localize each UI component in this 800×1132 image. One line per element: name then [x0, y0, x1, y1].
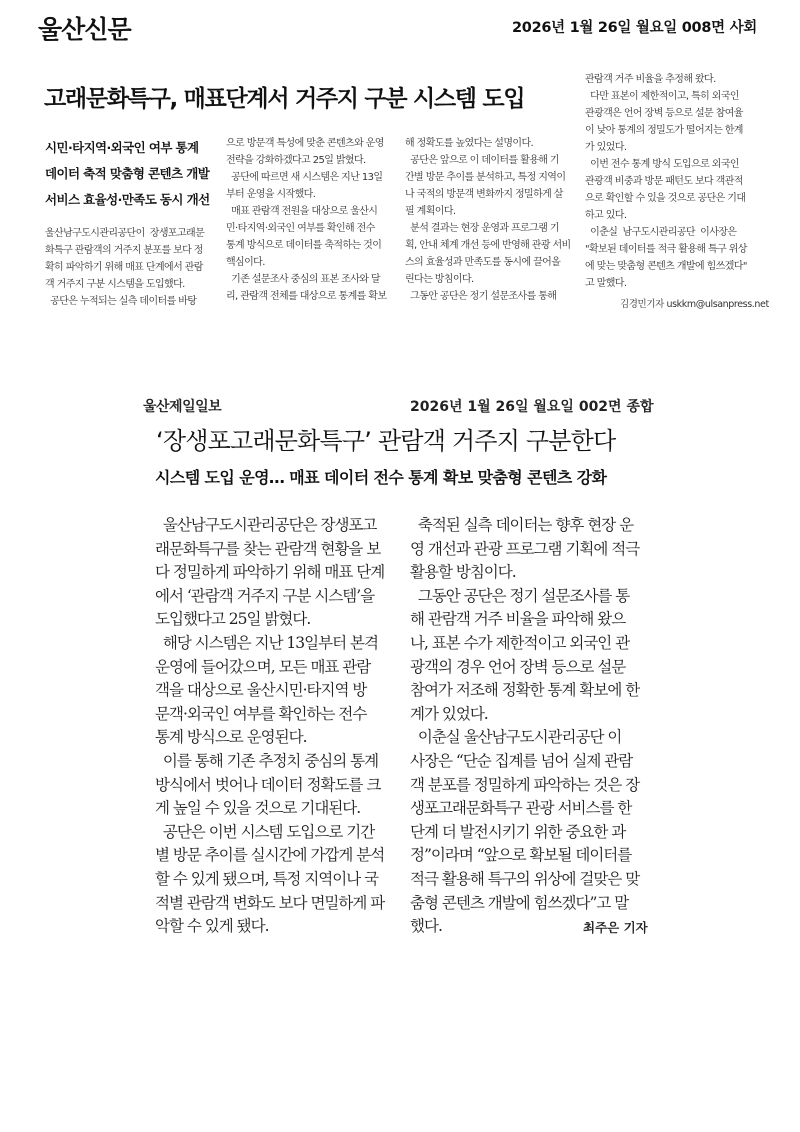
body-line: 으로 확인할 수 있을 것으로 공단은 기대 [585, 193, 746, 204]
body-line: 이번 전수 통계 방식 도입으로 외국인 [585, 159, 739, 170]
body-line: 나 국적의 방문객 변화까지 정밀하게 살 [405, 189, 563, 200]
body-line: 공단은 누적되는 실측 데이터를 바탕 [45, 296, 197, 307]
body-line: 부터 운영을 시작했다. [226, 189, 316, 200]
body-line: 필 계획이다. [405, 206, 456, 217]
dateline: 2026년 1월 26일 월요일 002면 종합 [410, 399, 654, 415]
subheadline: 데이터 축적 맞춤형 콘텐츠 개발 [45, 166, 210, 181]
body-line: "확보된 데이터를 적극 활용해 특구 위상 [585, 244, 747, 255]
body-line: 계가 있었다. [410, 704, 488, 723]
body-column-1 [155, 514, 400, 939]
subheadline: 시스템 도입 운영… 매표 데이터 전수 통계 확보 맞춤형 콘텐츠 강화 [155, 468, 607, 487]
body-line: 문객·외국인 여부를 확인하는 전수 [155, 704, 367, 723]
byline: 김경민기자 uskkm@ulsanpress.net [620, 299, 769, 310]
body-line: 해 정확도를 높였다는 설명이다. [405, 138, 534, 149]
body-line: 관광객은 언어 장벽 등으로 설문 참여율 [585, 108, 743, 119]
subheadline: 시민·타지역·외국인 여부 통계 [45, 140, 199, 155]
body-line: 했다. [410, 917, 442, 936]
body-line: 광객의 경우 언어 장벽 등으로 설문 [410, 657, 626, 676]
body-line: 정”이라며 “앞으로 확보될 데이터를 [410, 846, 632, 865]
headline: ‘장생포고래문화특구’ 관람객 거주지 구분한다 [156, 427, 616, 455]
headline: 고래문화특구, 매표단계서 거주지 구분 시스템 도입 [44, 86, 525, 112]
body-line: 스의 효율성과 만족도를 동시에 끌어올 [405, 257, 561, 268]
body-line: 나, 표본 수가 제한적이고 외국인 관 [410, 633, 630, 652]
body-line: 축적된 실측 데이터는 향후 현장 운 [410, 516, 634, 534]
body-line: 울산남구도시관리공단은 장생포고 [155, 516, 377, 534]
body-line: 도입했다고 25일 밝혔다. [155, 610, 311, 629]
body-line: 린다는 방침이다. [405, 274, 474, 285]
body-line: 춤형 콘텐츠 개발에 힘쓰겠다”고 말 [410, 893, 629, 912]
body-line: 관람객 거주 비율을 추정해 왔다. [585, 74, 716, 85]
byline: 최주은 기자 [583, 920, 648, 935]
body-line: 그동안 공단은 정기 설문조사를 통해 [405, 291, 557, 302]
body-line: 이 낮아 통계의 정밀도가 떨어지는 한계 [585, 125, 743, 136]
body-line: 참여가 저조해 정확한 통계 확보에 한 [410, 681, 640, 700]
body-line: 다 정밀하게 파악하기 위해 매표 단계 [155, 563, 385, 582]
body-line: 사장은 “단순 집계를 넘어 실제 관람 [410, 751, 633, 770]
body-line: 민·타지역·외국인 여부를 확인해 전수 [226, 223, 375, 234]
body-column-2 [410, 514, 655, 939]
body-column-1 [45, 225, 217, 310]
dateline: 2026년 1월 26일 월요일 008면 사회 [512, 20, 757, 36]
body-column-4 [585, 71, 760, 292]
body-line: 통계 방식으로 데이터를 축적하는 것이 [226, 240, 382, 251]
body-line: 방식에서 벗어나 데이터 정확도를 크 [155, 775, 381, 794]
body-line: 획, 안내 체계 개선 등에 반영해 관광 서비 [405, 240, 571, 251]
body-line: 다만 표본이 제한적이고, 특히 외국인 [585, 91, 739, 102]
body-line: 에 맞는 맞춤형 콘텐츠 개발에 힘쓰겠다" [585, 261, 747, 272]
body-line: 할 수 있게 됐으며, 특정 지역이나 국 [155, 869, 379, 888]
body-line: 이를 통해 기존 추정치 중심의 통계 [155, 751, 379, 770]
body-line: 전략을 강화하겠다고 25일 밝혔다. [226, 155, 366, 166]
body-line: 생포고래문화특구 관광 서비스를 한 [410, 799, 632, 818]
body-line: 화특구 관람객의 거주지 분포를 보다 정 [45, 245, 203, 256]
body-line: 매표 관람객 전원을 대상으로 울산시 [226, 206, 378, 217]
body-line: 해당 시스템은 지난 13일부터 본격 [155, 633, 378, 652]
body-line: 활용할 방침이다. [410, 563, 516, 582]
body-line: 악할 수 있게 됐다. [155, 917, 269, 936]
body-line: 통계 방식으로 운영된다. [155, 728, 307, 747]
body-line: 고 말했다. [585, 278, 627, 289]
body-line: 단계 더 발전시키기 위한 중요한 과 [410, 822, 626, 841]
body-line: 적별 관람객 변화도 보다 면밀하게 파 [155, 893, 385, 912]
newspaper-name: 울산신문 [38, 15, 131, 44]
body-line: 해 관람객 거주 비율을 파악해 왔으 [410, 610, 626, 629]
body-line: 별 방문 추이를 실시간에 가깝게 분석 [155, 846, 385, 865]
body-column-2 [226, 135, 398, 305]
body-line: 울산남구도시관리공단이 장생포고래문 [45, 228, 205, 239]
body-column-3 [405, 135, 577, 305]
body-line: 에서 ‘관람객 거주지 구분 시스템’을 [155, 586, 375, 605]
body-line: 가 있었다. [585, 142, 627, 153]
body-line: 영 개선과 관광 프로그램 기획에 적극 [410, 539, 640, 558]
body-line: 공단은 이번 시스템 도입으로 기간 [155, 822, 375, 841]
subheadline: 서비스 효율성·만족도 동시 개선 [45, 192, 210, 207]
body-line: 이춘실 울산남구도시관리공단 이 [410, 728, 622, 747]
body-line: 분석 결과는 현장 운영과 프로그램 기 [405, 223, 559, 234]
body-line: 핵심이다. [226, 257, 265, 268]
body-line: 객을 대상으로 울산시민·타지역 방 [155, 681, 367, 700]
body-line: 공단에 따르면 새 시스템은 지난 13일 [226, 172, 383, 183]
body-line: 래문화특구를 찾는 관람객 현황을 보 [155, 539, 381, 558]
newspaper-name: 울산제일일보 [143, 399, 222, 415]
body-line: 운영에 들어갔으며, 모든 매표 관람 [155, 657, 371, 676]
body-line: 확히 파악하기 위해 매표 단계에서 관람 [45, 262, 203, 273]
body-line: 간별 방문 추이를 분석하고, 특정 지역이 [405, 172, 566, 183]
body-line: 기존 설문조사 중심의 표본 조사와 달 [226, 274, 380, 285]
body-line: 객 분포를 정밀하게 파악하는 것은 장 [410, 775, 640, 794]
body-line: 적극 활용해 특구의 위상에 걸맞은 맞 [410, 869, 640, 888]
body-line: 이춘실 남구도시관리공단 이사장은 [585, 227, 737, 238]
body-line: 객 거주지 구분 시스템을 도입했다. [45, 279, 185, 290]
body-line: 게 높일 수 있을 것으로 기대된다. [155, 799, 361, 818]
body-line: 으로 방문객 특성에 맞춘 콘텐츠와 운영 [226, 138, 384, 149]
body-line: 관광객 비중과 방문 패턴도 보다 객관적 [585, 176, 743, 187]
subheadlines [45, 135, 215, 213]
body-line: 공단은 앞으로 이 데이터를 활용해 기 [405, 155, 559, 166]
body-line: 리, 관람객 전체를 대상으로 통계를 확보 [226, 291, 387, 302]
body-line: 그동안 공단은 정기 설문조사를 통 [410, 586, 630, 605]
body-line: 하고 있다. [585, 210, 627, 221]
